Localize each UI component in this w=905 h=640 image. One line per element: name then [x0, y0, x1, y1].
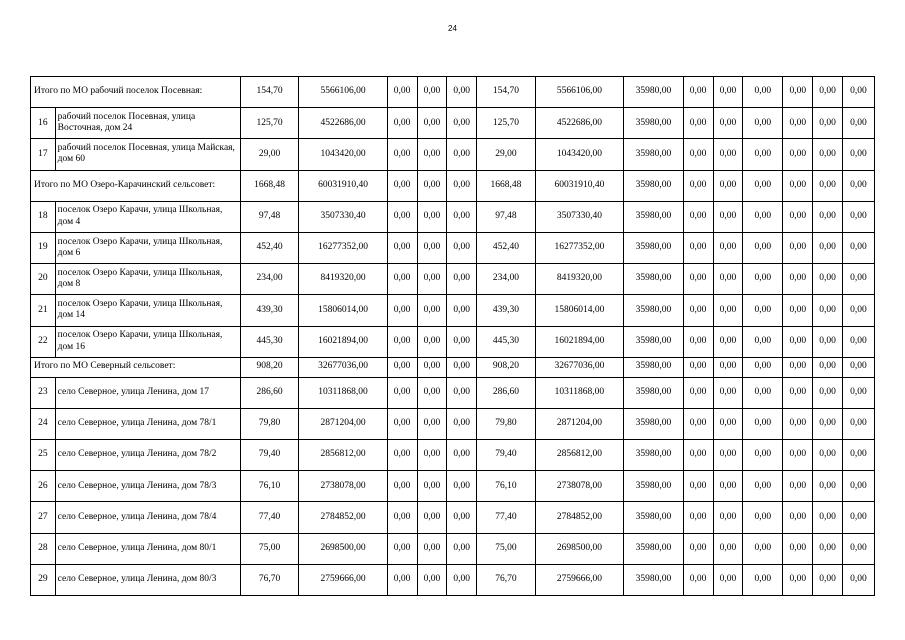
value-cell: 0,00	[387, 502, 417, 533]
value-cell: 0,00	[387, 170, 417, 201]
address-cell: поселок Озеро Карачи, улица Школьная, дом 8	[55, 264, 240, 295]
value-cell: 0,00	[447, 139, 477, 170]
value-cell: 8419320,00	[535, 264, 623, 295]
value-cell: 0,00	[417, 108, 447, 139]
value-cell: 0,00	[842, 295, 874, 326]
value-cell: 32677036,00	[535, 357, 623, 377]
value-cell: 0,00	[447, 502, 477, 533]
value-cell: 0,00	[783, 170, 813, 201]
address-cell: село Северное, улица Ленина, дом 78/4	[55, 502, 240, 533]
value-cell: 2698500,00	[535, 533, 623, 564]
address-cell: село Северное, улица Ленина, дом 80/3	[55, 564, 240, 595]
value-cell: 0,00	[743, 357, 783, 377]
value-cell: 0,00	[842, 408, 874, 439]
value-cell: 35980,00	[624, 108, 684, 139]
value-cell: 2784852,00	[299, 502, 387, 533]
value-cell: 0,00	[417, 264, 447, 295]
value-cell: 0,00	[447, 408, 477, 439]
value-cell: 0,00	[813, 564, 843, 595]
value-cell: 0,00	[813, 440, 843, 471]
value-cell: 5566106,00	[535, 77, 623, 108]
value-cell: 0,00	[713, 533, 743, 564]
row-number: 26	[31, 471, 56, 502]
value-cell: 0,00	[387, 564, 417, 595]
table-row	[31, 533, 875, 564]
table-row	[31, 326, 875, 357]
value-cell: 0,00	[842, 108, 874, 139]
value-cell: 0,00	[387, 326, 417, 357]
value-cell: 445,30	[477, 326, 536, 357]
value-cell: 0,00	[447, 471, 477, 502]
value-cell: 35980,00	[624, 295, 684, 326]
address-cell: рабочий поселок Посевная, улица Майская, дом 60	[55, 139, 240, 170]
row-number: 23	[31, 377, 56, 408]
value-cell: 0,00	[683, 77, 713, 108]
address-cell: поселок Озеро Карачи, улица Школьная, дом 6	[55, 232, 240, 263]
value-cell: 0,00	[842, 357, 874, 377]
address-cell: село Северное, улица Ленина, дом 78/1	[55, 408, 240, 439]
value-cell: 4522686,00	[535, 108, 623, 139]
row-number: 19	[31, 232, 56, 263]
value-cell: 0,00	[813, 77, 843, 108]
value-cell: 0,00	[447, 326, 477, 357]
value-cell: 35980,00	[624, 440, 684, 471]
address-cell: село Северное, улица Ленина, дом 78/2	[55, 440, 240, 471]
value-cell: 0,00	[713, 564, 743, 595]
row-number: 18	[31, 201, 56, 232]
value-cell: 0,00	[683, 264, 713, 295]
value-cell: 35980,00	[624, 232, 684, 263]
value-cell: 0,00	[743, 377, 783, 408]
row-number: 27	[31, 502, 56, 533]
address-cell: рабочий поселок Посевная, улица Восточная, дом 24	[55, 108, 240, 139]
value-cell: 0,00	[842, 377, 874, 408]
value-cell: 16021894,00	[535, 326, 623, 357]
value-cell: 0,00	[783, 357, 813, 377]
value-cell: 0,00	[447, 264, 477, 295]
value-cell: 1043420,00	[535, 139, 623, 170]
row-number: 16	[31, 108, 56, 139]
value-cell: 0,00	[743, 108, 783, 139]
value-cell: 0,00	[387, 357, 417, 377]
page-number: 24	[448, 24, 457, 33]
address-cell: село Северное, улица Ленина, дом 17	[55, 377, 240, 408]
table-row	[31, 471, 875, 502]
value-cell: 0,00	[417, 232, 447, 263]
value-cell: 60031910,40	[299, 170, 387, 201]
value-cell: 0,00	[813, 357, 843, 377]
table-body	[31, 77, 875, 596]
row-number: 29	[31, 564, 56, 595]
subtotal-row	[31, 170, 875, 201]
value-cell: 439,30	[240, 295, 299, 326]
value-cell: 0,00	[713, 264, 743, 295]
value-cell: 0,00	[842, 170, 874, 201]
value-cell: 0,00	[387, 108, 417, 139]
value-cell: 0,00	[813, 139, 843, 170]
value-cell: 0,00	[813, 295, 843, 326]
value-cell: 0,00	[783, 326, 813, 357]
value-cell: 0,00	[683, 326, 713, 357]
value-cell: 0,00	[713, 502, 743, 533]
value-cell: 76,70	[477, 564, 536, 595]
value-cell: 77,40	[477, 502, 536, 533]
value-cell: 0,00	[683, 232, 713, 263]
value-cell: 0,00	[743, 295, 783, 326]
value-cell: 0,00	[447, 170, 477, 201]
value-cell: 0,00	[447, 440, 477, 471]
value-cell: 2738078,00	[535, 471, 623, 502]
value-cell: 0,00	[743, 440, 783, 471]
value-cell: 35980,00	[624, 377, 684, 408]
value-cell: 286,60	[477, 377, 536, 408]
value-cell: 0,00	[743, 408, 783, 439]
value-cell: 29,00	[240, 139, 299, 170]
value-cell: 76,10	[477, 471, 536, 502]
value-cell: 0,00	[743, 533, 783, 564]
value-cell: 32677036,00	[299, 357, 387, 377]
value-cell: 0,00	[387, 295, 417, 326]
value-cell: 0,00	[842, 533, 874, 564]
address-cell: село Северное, улица Ленина, дом 80/1	[55, 533, 240, 564]
value-cell: 77,40	[240, 502, 299, 533]
value-cell: 35980,00	[624, 502, 684, 533]
value-cell: 0,00	[713, 170, 743, 201]
row-number: 21	[31, 295, 56, 326]
value-cell: 0,00	[387, 408, 417, 439]
value-cell: 0,00	[447, 377, 477, 408]
value-cell: 0,00	[813, 533, 843, 564]
table-row	[31, 440, 875, 471]
value-cell: 0,00	[783, 440, 813, 471]
value-cell: 0,00	[813, 471, 843, 502]
value-cell: 234,00	[477, 264, 536, 295]
value-cell: 0,00	[417, 471, 447, 502]
value-cell: 154,70	[477, 77, 536, 108]
value-cell: 0,00	[713, 377, 743, 408]
value-cell: 0,00	[417, 502, 447, 533]
value-cell: 0,00	[813, 326, 843, 357]
value-cell: 35980,00	[624, 408, 684, 439]
value-cell: 0,00	[417, 295, 447, 326]
value-cell: 0,00	[683, 502, 713, 533]
value-cell: 2698500,00	[299, 533, 387, 564]
value-cell: 0,00	[387, 440, 417, 471]
value-cell: 0,00	[743, 201, 783, 232]
value-cell: 3507330,40	[299, 201, 387, 232]
address-cell: поселок Озеро Карачи, улица Школьная, дом 14	[55, 295, 240, 326]
value-cell: 0,00	[743, 139, 783, 170]
value-cell: 1668,48	[240, 170, 299, 201]
value-cell: 0,00	[447, 533, 477, 564]
value-cell: 0,00	[417, 326, 447, 357]
value-cell: 0,00	[783, 377, 813, 408]
value-cell: 2759666,00	[299, 564, 387, 595]
value-cell: 0,00	[683, 201, 713, 232]
housing-program-table	[30, 76, 875, 596]
value-cell: 0,00	[683, 440, 713, 471]
value-cell: 0,00	[813, 502, 843, 533]
subtotal-label: Итого по МО Озеро-Карачинский сельсовет:	[31, 170, 241, 201]
value-cell: 0,00	[842, 232, 874, 263]
value-cell: 908,20	[240, 357, 299, 377]
value-cell: 908,20	[477, 357, 536, 377]
value-cell: 0,00	[813, 170, 843, 201]
value-cell: 15806014,00	[535, 295, 623, 326]
value-cell: 10311868,00	[535, 377, 623, 408]
value-cell: 79,80	[477, 408, 536, 439]
row-number: 24	[31, 408, 56, 439]
value-cell: 35980,00	[624, 564, 684, 595]
value-cell: 0,00	[842, 201, 874, 232]
value-cell: 0,00	[387, 377, 417, 408]
row-number: 22	[31, 326, 56, 357]
value-cell: 8419320,00	[299, 264, 387, 295]
value-cell: 97,48	[240, 201, 299, 232]
value-cell: 286,60	[240, 377, 299, 408]
value-cell: 0,00	[842, 564, 874, 595]
value-cell: 0,00	[783, 471, 813, 502]
value-cell: 0,00	[387, 232, 417, 263]
value-cell: 79,40	[240, 440, 299, 471]
value-cell: 0,00	[813, 108, 843, 139]
value-cell: 0,00	[813, 232, 843, 263]
table-row	[31, 232, 875, 263]
value-cell: 0,00	[713, 232, 743, 263]
value-cell: 452,40	[477, 232, 536, 263]
value-cell: 0,00	[783, 264, 813, 295]
value-cell: 0,00	[842, 139, 874, 170]
value-cell: 5566106,00	[299, 77, 387, 108]
value-cell: 0,00	[683, 471, 713, 502]
value-cell: 76,10	[240, 471, 299, 502]
table-row	[31, 108, 875, 139]
value-cell: 35980,00	[624, 139, 684, 170]
value-cell: 0,00	[783, 564, 813, 595]
value-cell: 0,00	[447, 232, 477, 263]
value-cell: 0,00	[783, 232, 813, 263]
value-cell: 0,00	[813, 201, 843, 232]
row-number: 28	[31, 533, 56, 564]
value-cell: 0,00	[813, 264, 843, 295]
value-cell: 439,30	[477, 295, 536, 326]
table-row	[31, 408, 875, 439]
value-cell: 35980,00	[624, 77, 684, 108]
value-cell: 0,00	[713, 77, 743, 108]
value-cell: 0,00	[417, 564, 447, 595]
value-cell: 0,00	[683, 170, 713, 201]
value-cell: 0,00	[387, 471, 417, 502]
table-row	[31, 201, 875, 232]
value-cell: 2856812,00	[535, 440, 623, 471]
value-cell: 35980,00	[624, 201, 684, 232]
value-cell: 0,00	[683, 408, 713, 439]
value-cell: 0,00	[743, 264, 783, 295]
table-row	[31, 295, 875, 326]
value-cell: 29,00	[477, 139, 536, 170]
value-cell: 2871204,00	[535, 408, 623, 439]
value-cell: 0,00	[783, 408, 813, 439]
value-cell: 0,00	[417, 440, 447, 471]
value-cell: 0,00	[743, 170, 783, 201]
value-cell: 0,00	[842, 77, 874, 108]
value-cell: 35980,00	[624, 326, 684, 357]
value-cell: 2738078,00	[299, 471, 387, 502]
value-cell: 0,00	[713, 201, 743, 232]
table-row	[31, 502, 875, 533]
value-cell: 0,00	[713, 440, 743, 471]
value-cell: 0,00	[813, 377, 843, 408]
value-cell: 0,00	[417, 77, 447, 108]
value-cell: 0,00	[713, 408, 743, 439]
value-cell: 0,00	[447, 201, 477, 232]
value-cell: 0,00	[743, 232, 783, 263]
value-cell: 0,00	[743, 471, 783, 502]
subtotal-label: Итого по МО рабочий поселок Посевная:	[31, 77, 241, 108]
value-cell: 0,00	[683, 377, 713, 408]
value-cell: 0,00	[842, 264, 874, 295]
value-cell: 79,80	[240, 408, 299, 439]
value-cell: 2784852,00	[535, 502, 623, 533]
value-cell: 16277352,00	[535, 232, 623, 263]
value-cell: 0,00	[842, 440, 874, 471]
value-cell: 0,00	[417, 377, 447, 408]
value-cell: 35980,00	[624, 533, 684, 564]
value-cell: 154,70	[240, 77, 299, 108]
value-cell: 16277352,00	[299, 232, 387, 263]
value-cell: 0,00	[417, 357, 447, 377]
value-cell: 0,00	[683, 564, 713, 595]
value-cell: 0,00	[713, 357, 743, 377]
value-cell: 0,00	[447, 77, 477, 108]
value-cell: 0,00	[447, 357, 477, 377]
address-cell: поселок Озеро Карачи, улица Школьная, дом 4	[55, 201, 240, 232]
value-cell: 0,00	[683, 139, 713, 170]
value-cell: 0,00	[417, 170, 447, 201]
value-cell: 0,00	[713, 108, 743, 139]
value-cell: 0,00	[713, 139, 743, 170]
value-cell: 0,00	[813, 408, 843, 439]
value-cell: 0,00	[743, 77, 783, 108]
row-number: 25	[31, 440, 56, 471]
subtotal-row	[31, 77, 875, 108]
row-number: 20	[31, 264, 56, 295]
value-cell: 2759666,00	[535, 564, 623, 595]
value-cell: 1668,48	[477, 170, 536, 201]
row-number: 17	[31, 139, 56, 170]
value-cell: 2856812,00	[299, 440, 387, 471]
table-row	[31, 264, 875, 295]
value-cell: 35980,00	[624, 170, 684, 201]
value-cell: 0,00	[387, 77, 417, 108]
value-cell: 0,00	[387, 139, 417, 170]
value-cell: 0,00	[447, 108, 477, 139]
value-cell: 0,00	[842, 326, 874, 357]
address-cell: поселок Озеро Карачи, улица Школьная, дом 16	[55, 326, 240, 357]
value-cell: 0,00	[743, 326, 783, 357]
value-cell: 0,00	[783, 533, 813, 564]
value-cell: 10311868,00	[299, 377, 387, 408]
value-cell: 125,70	[240, 108, 299, 139]
value-cell: 0,00	[417, 408, 447, 439]
value-cell: 0,00	[783, 108, 813, 139]
value-cell: 4522686,00	[299, 108, 387, 139]
value-cell: 0,00	[387, 201, 417, 232]
table-row	[31, 377, 875, 408]
value-cell: 0,00	[713, 295, 743, 326]
value-cell: 0,00	[713, 326, 743, 357]
value-cell: 0,00	[743, 502, 783, 533]
value-cell: 0,00	[447, 295, 477, 326]
value-cell: 0,00	[447, 564, 477, 595]
subtotal-row	[31, 357, 875, 377]
value-cell: 445,30	[240, 326, 299, 357]
value-cell: 0,00	[783, 295, 813, 326]
table-row	[31, 564, 875, 595]
address-cell: село Северное, улица Ленина, дом 78/3	[55, 471, 240, 502]
value-cell: 0,00	[683, 533, 713, 564]
value-cell: 0,00	[842, 471, 874, 502]
value-cell: 0,00	[417, 201, 447, 232]
value-cell: 0,00	[387, 533, 417, 564]
value-cell: 0,00	[683, 295, 713, 326]
value-cell: 60031910,40	[535, 170, 623, 201]
value-cell: 0,00	[683, 357, 713, 377]
value-cell: 234,00	[240, 264, 299, 295]
value-cell: 3507330,40	[535, 201, 623, 232]
value-cell: 0,00	[783, 502, 813, 533]
value-cell: 0,00	[417, 139, 447, 170]
value-cell: 76,70	[240, 564, 299, 595]
value-cell: 0,00	[387, 264, 417, 295]
value-cell: 0,00	[683, 108, 713, 139]
subtotal-label: Итого по МО Северный сельсовет:	[31, 357, 241, 377]
value-cell: 75,00	[240, 533, 299, 564]
value-cell: 0,00	[783, 77, 813, 108]
value-cell: 35980,00	[624, 264, 684, 295]
value-cell: 125,70	[477, 108, 536, 139]
value-cell: 0,00	[783, 139, 813, 170]
value-cell: 0,00	[743, 564, 783, 595]
value-cell: 452,40	[240, 232, 299, 263]
value-cell: 97,48	[477, 201, 536, 232]
value-cell: 0,00	[842, 502, 874, 533]
value-cell: 16021894,00	[299, 326, 387, 357]
table-row	[31, 139, 875, 170]
value-cell: 79,40	[477, 440, 536, 471]
value-cell: 35980,00	[624, 357, 684, 377]
value-cell: 2871204,00	[299, 408, 387, 439]
value-cell: 35980,00	[624, 471, 684, 502]
value-cell: 0,00	[713, 471, 743, 502]
value-cell: 0,00	[783, 201, 813, 232]
value-cell: 1043420,00	[299, 139, 387, 170]
value-cell: 15806014,00	[299, 295, 387, 326]
value-cell: 0,00	[417, 533, 447, 564]
value-cell: 75,00	[477, 533, 536, 564]
